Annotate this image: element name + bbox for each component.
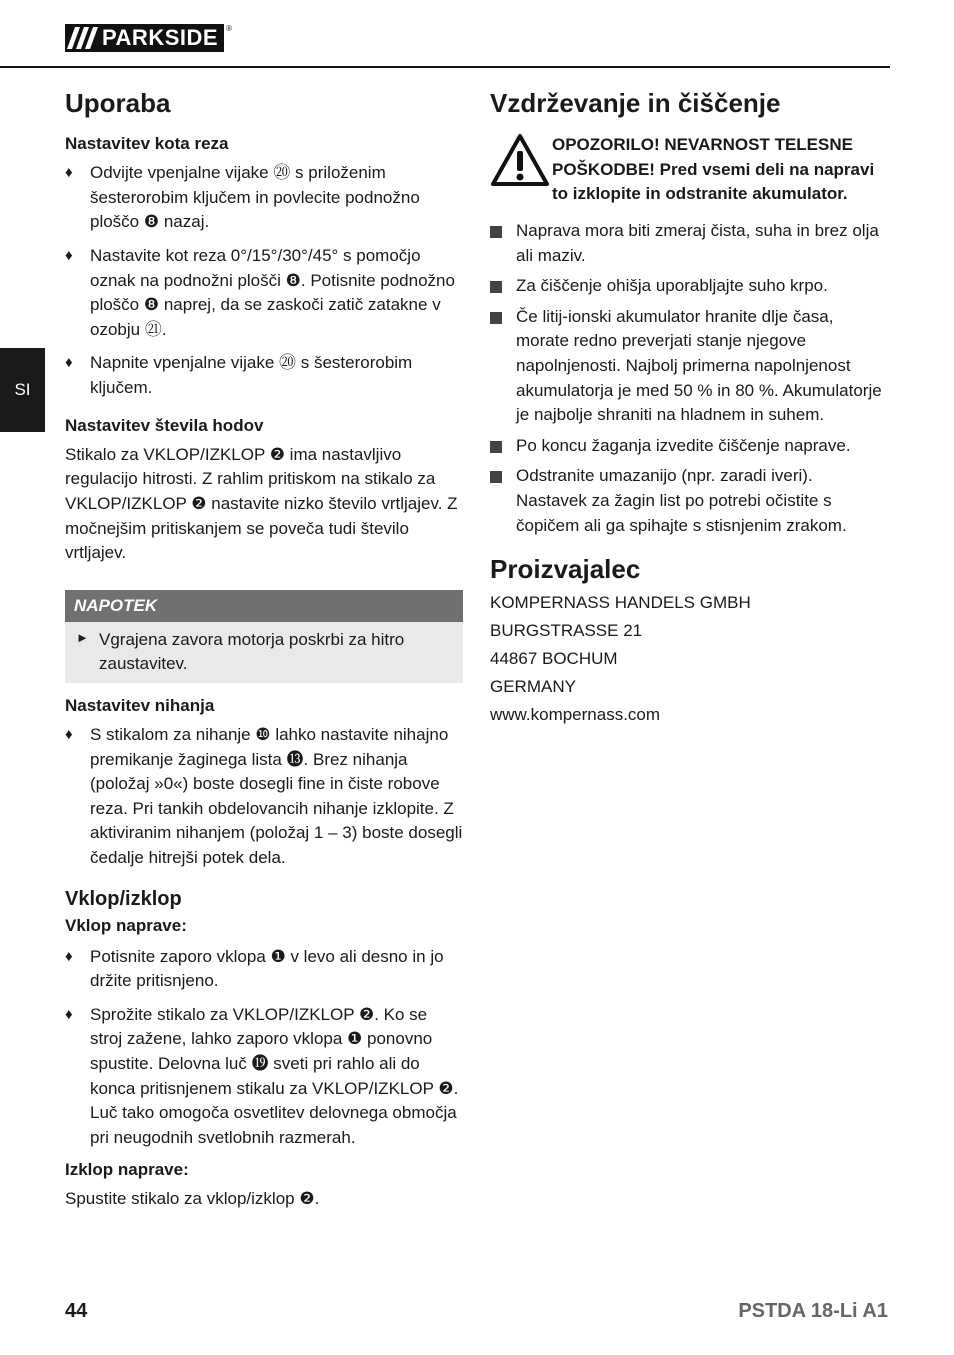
- section-title-uporaba: Uporaba: [65, 88, 171, 118]
- list-item: Za čiščenje ohišja uporabljajte suho krpo.: [490, 274, 888, 299]
- list-item: ♦ Sprožite stikalo za VKLOP/IZKLOP ❷. Ko se stroj zažene, lahko zaporo vklopa ❶ ponovno spustite. Delovna luč ⓳ sveti pri rahlo ali do konca pritisnjenem stikalu za VKLOP/IZKLOP ❷. Luč tako omogoča osvetlitev delovnega območja pri neugodnih svetlobnih razmerah.: [65, 1003, 463, 1151]
- switch-on-list: [65, 945, 463, 1151]
- address-line: BURGSTRASSE 21: [490, 621, 643, 641]
- logo-stripes: [65, 24, 100, 52]
- list-item: ♦ Odvijte vpenjalne vijake ⑳ s priloženim šesterorobim ključem in povlecite podnožno ploščo ❽ nazaj.: [65, 161, 463, 235]
- address-line: GERMANY: [490, 677, 576, 697]
- heading-on-off: Vklop/izklop: [65, 887, 182, 910]
- manufacturer-address: [490, 589, 888, 729]
- list-item: ♦ Napnite vpenjalne vijake ⑳ s šesterorobim ključem.: [65, 351, 463, 400]
- note-heading: NAPOTEK: [65, 590, 463, 622]
- cut-angle-list: [65, 161, 463, 400]
- language-tab: SI: [0, 348, 45, 432]
- maintenance-list: [490, 219, 888, 538]
- warning-text: OPOZORILO! NEVARNOST TELESNE POŠKODBE! Pred vsemi deli na napravi to izklopite in odstranite akumulator.: [552, 135, 875, 204]
- list-item: Po koncu žaganja izvedite čiščenje naprave.: [490, 434, 888, 459]
- warning-triangle-icon: [490, 133, 552, 207]
- note-text: ► Vgrajena zavora motorja poskrbi za hitro zaustavitev.: [99, 629, 405, 674]
- list-item: Odstranite umazanijo (npr. zaradi iveri). Nastavek za žagin list po potrebi očistite s čopičem ali ga spihajte s stisnjenim zrakom.: [490, 464, 888, 538]
- list-item: ♦ Nastavite kot reza 0°/15°/30°/45° s pomočjo oznak na podnožni plošči ❽. Potisnite podnožno ploščo ❽ naprej, da se zaskoči zatič zatakne v ozobju ㉑.: [65, 244, 463, 342]
- warning-block: [490, 133, 888, 207]
- heading-switch-on: Vklop naprave:: [65, 915, 187, 935]
- section-title-manufacturer: Proizvajalec: [490, 554, 641, 585]
- list-item: ♦ S stikalom za nihanje ❿ lahko nastavite nihajno premikanje žaginega lista ⓭. Brez nihanja (položaj »0«) boste dosegli fine in čiste robove reza. Pri tankih obdelovancih nihanje izklopite. Z aktiviranim nihanjem (položaj 1 – 3) boste dosegli čedalje hitrejši potek dela.: [65, 723, 463, 871]
- section-title-maintenance: Vzdrževanje in čiščenje: [490, 88, 781, 118]
- manufacturer-website: www.kompernass.com: [490, 705, 661, 725]
- pendulum-list: [65, 723, 463, 871]
- heading-switch-off: Izklop naprave:: [65, 1160, 189, 1180]
- list-item: Naprava mora biti zmeraj čista, suha in brez olja ali maziv.: [490, 219, 888, 268]
- model-name: PSTDA 18-Li A1: [738, 1300, 888, 1322]
- address-line: 44867 BOCHUM: [490, 649, 618, 669]
- switch-off-text: Spustite stikalo za vklop/izklop ❷.: [65, 1189, 320, 1209]
- note-body: [65, 622, 463, 683]
- heading-pendulum: Nastavitev nihanja: [65, 695, 215, 715]
- stroke-rate-text: Stikalo za VKLOP/IZKLOP ❷ ima nastavljivo regulacijo hitrosti. Z rahlim pritiskom na stikalo za VKLOP/IZKLOP ❷ nastavite nizko število vrtljajev. Z močnejšim pritiskanjem se poveča tudi število vrtljajev.: [65, 444, 458, 563]
- list-item: Če litij-ionski akumulator hranite dlje časa, morate redno preverjati stanje njegove napolnjenosti. Najbolj primerna napolnjenost akumulatorja je med 50 % in 80 %. Akumulatorje je najbolje shraniti na hladnem in suhem.: [490, 305, 888, 428]
- list-item: ♦ Potisnite zaporo vklopa ❶ v levo ali desno in jo držite pritisnjeno.: [65, 945, 463, 994]
- right-column: [490, 88, 888, 729]
- note-box: [65, 590, 463, 683]
- address-line: KOMPERNASS HANDELS GMBH: [490, 593, 751, 613]
- header-rule: [0, 66, 890, 68]
- heading-stroke-rate: Nastavitev števila hodov: [65, 415, 264, 435]
- logo-text: PARKSIDE: [100, 24, 224, 52]
- parkside-logo: [65, 24, 232, 52]
- logo-registered-mark: ®: [226, 24, 232, 33]
- page-number: 44: [65, 1300, 88, 1322]
- heading-cut-angle: Nastavitev kota reza: [65, 134, 229, 154]
- left-column: [65, 88, 463, 1212]
